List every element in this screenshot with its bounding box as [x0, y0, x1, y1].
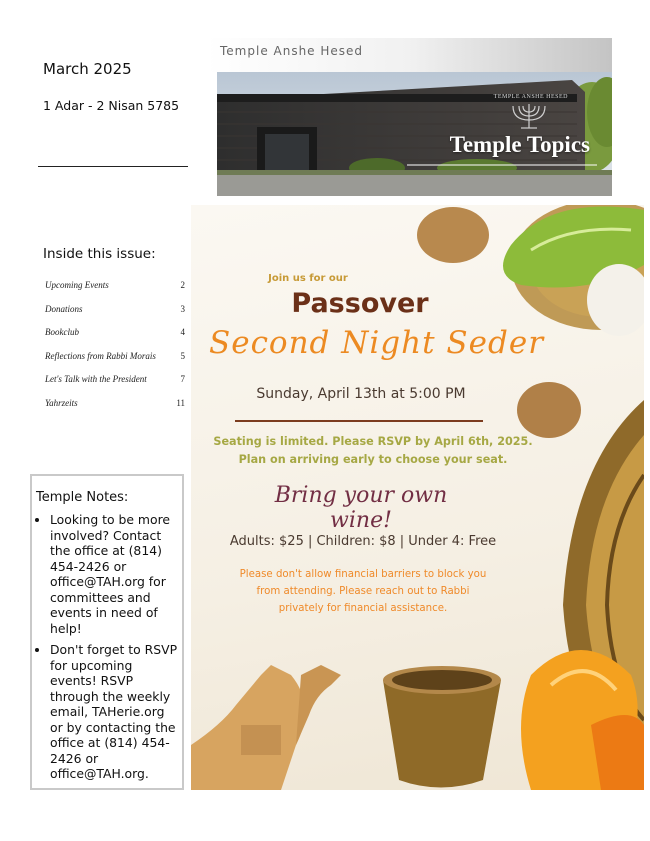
toc-item-label: Donations — [45, 303, 83, 314]
toc-item[interactable] — [45, 327, 185, 351]
org-name: Temple Anshe Hesed — [220, 44, 364, 58]
table-of-contents — [45, 280, 185, 421]
note-item: • Looking to be more involved? Contact the office at (814) 454-2426 or office@TAH.org for committees and events in need of help! — [50, 512, 178, 636]
newsletter-title: Temple Topics — [449, 132, 590, 157]
toc-item-label: Reflections from Rabbi Morais — [45, 350, 156, 361]
flyer-byow: Bring your own wine! — [274, 483, 448, 533]
notes-list — [36, 512, 178, 782]
passover-flyer — [191, 205, 644, 790]
flyer-datetime: Sunday, April 13th at 5:00 PM — [256, 386, 466, 402]
toc-item-label: Bookclub — [45, 327, 79, 337]
flyer-divider — [235, 420, 483, 422]
toc-title: Inside this issue: — [43, 246, 156, 262]
building-engraving: TEMPLE ANSHE HESED — [493, 94, 568, 100]
toc-item-label: Let's Talk with the President — [45, 374, 147, 384]
temple-notes-box — [30, 474, 184, 790]
building-photo — [217, 72, 612, 196]
flyer-prices: Adults: $25 | Children: $8 | Under 4: Free — [229, 534, 497, 549]
flyer-assistance: Please don't allow financial barriers to block you from attending. Please reach out to Rabbi privately for financial assistance. — [239, 569, 487, 614]
toc-item[interactable] — [45, 351, 185, 375]
toc-item-label: Yahrzeits — [45, 397, 78, 408]
toc-item-page: 11 — [176, 397, 185, 408]
toc-item[interactable] — [45, 280, 185, 304]
toc-item-page: 5 — [180, 350, 185, 361]
divider — [38, 166, 188, 167]
toc-item[interactable] — [45, 398, 185, 422]
note-item: • Don't forget to RSVP for upcoming events! RSVP through the weekly email, TAHerie.org or by contacting the office at (814) 454-2426 or office@TAH.org. — [50, 642, 178, 782]
flyer-headline: Passover — [291, 288, 429, 319]
flyer-seating: Seating is limited. Please RSVP by April 6th, 2025. Plan on arriving early to choose your seat. — [213, 435, 533, 466]
toc-item-label: Upcoming Events — [45, 280, 109, 290]
flyer-join-text: Join us for our — [268, 273, 348, 284]
notes-title: Temple Notes: — [36, 490, 129, 505]
toc-item-page: 2 — [180, 280, 185, 290]
toc-item[interactable] — [45, 304, 185, 328]
issue-date: March 2025 — [43, 60, 132, 78]
toc-item-page: 7 — [180, 374, 185, 384]
flyer-script-title: Second Night Seder — [208, 325, 545, 361]
hebrew-date: 1 Adar - 2 Nisan 5785 — [43, 98, 180, 113]
toc-item-page: 3 — [180, 303, 185, 314]
toc-item-page: 4 — [180, 327, 185, 337]
toc-item[interactable] — [45, 374, 185, 398]
